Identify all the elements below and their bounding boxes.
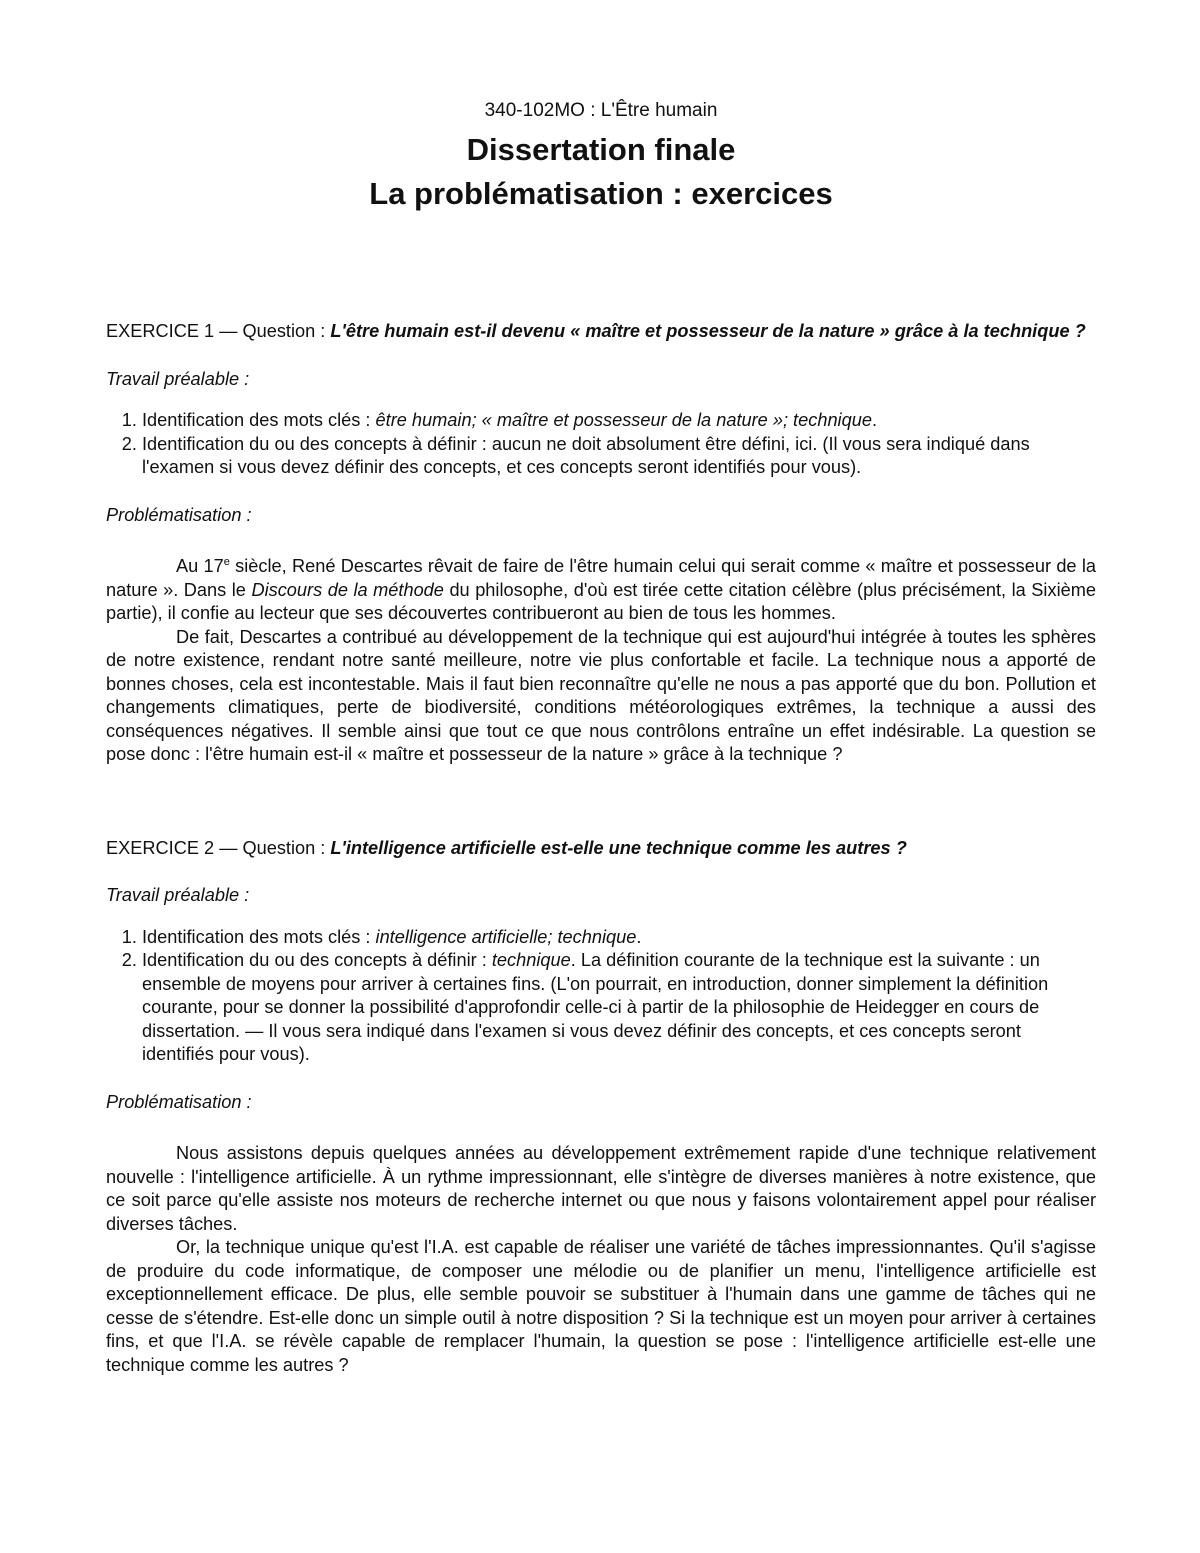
exercise-1-label: EXERCICE 1 — Question : xyxy=(106,321,331,341)
course-code: 340-102MO : L'Être humain xyxy=(484,100,718,121)
exercise-2-problematisation xyxy=(106,1142,1096,1377)
exercise-2-question-text: L'intelligence artificielle est-elle une technique comme les autres ? xyxy=(330,837,907,858)
exercise-2-label: EXERCICE 2 — Question : xyxy=(106,837,331,858)
exercise-1-prep-label: Travail préalable : xyxy=(106,368,250,389)
exercise-1-problematisation xyxy=(106,555,1096,767)
document-page xyxy=(106,100,1096,1377)
exercise-2-prep-label: Travail préalable : xyxy=(106,885,250,905)
exercise-1-question xyxy=(106,320,1096,344)
paragraph: De fait, Descartes a contribué au développement de la technique qui est aujourd'hui intégrée à toutes les sphères de notre existence, rendant notre santé meilleure, notre vie plus confortable et facile. La technique nous a apporté de bonnes choses, cela est incontestable. Mais il faut bien reconnaître qu'elle ne nous a pas apporté que du bon. Pollution et changements climatiques, perte de biodiversité, conditions météorologiques extrêmes, la technique a aussi des conséquences négatives. Il semble ainsi que tout ce que nous contrôlons entraîne un effet indésirable. La question se pose donc : l'être humain est-il « maître et possesseur de la nature » grâce à la technique ? xyxy=(106,626,1096,764)
document-header xyxy=(106,100,1096,216)
exercise-2-question xyxy=(106,837,1096,861)
list-item: 1. Identification des mots clés : intelligence artificielle; technique. xyxy=(142,926,1096,950)
exercise-1 xyxy=(106,320,1096,767)
paragraph: Nous assistons depuis quelques années au développement extrêmement rapide d'une technique relativement nouvelle : l'intelligence artificielle. À un rythme impressionnant, elle s'intègre de diverses manières à notre existence, que ce soit parce qu'elle assiste nos moteurs de recherche internet ou que nous y faisons volontairement appel pour réaliser diverses tâches. xyxy=(106,1143,1096,1234)
keywords: intelligence artificielle; technique xyxy=(375,926,637,947)
document-subtitle: La problématisation : exercices xyxy=(369,176,833,211)
exercise-1-prob-label: Problématisation : xyxy=(106,504,252,525)
paragraph: Or, la technique unique qu'est l'I.A. est capable de réaliser une variété de tâches impressionnantes. Qu'il s'agisse de produire du code informatique, de composer une mélodie ou de planifier un menu, l'intelligence artificielle est exceptionnellement efficace. De plus, elle semble pouvoir se substituer à l'humain dans une gamme de tâches qui ne cesse de s'étendre. Est-elle donc un simple outil à notre disposition ? Si la technique est un moyen pour arriver à certaines fins, et que l'I.A. se révèle capable de remplacer l'humain, la question se pose : l'intelligence artificielle est-elle une technique comme les autres ? xyxy=(106,1237,1096,1375)
exercise-2-prep-list xyxy=(106,926,1096,1067)
exercise-2-prob-label: Problématisation : xyxy=(106,1091,252,1112)
list-item: 2. Identification du ou des concepts à définir : aucun ne doit absolument être défini, ici. (Il vous sera indiqué dans l'examen si vous devez définir des concepts, et ces concepts seront identifiés pour vous). xyxy=(142,433,1096,480)
keywords: être humain; « maître et possesseur de la nature »; technique xyxy=(375,410,872,430)
list-item: 2. Identification du ou des concepts à définir : technique. La définition courante de la technique est la suivante : un ensemble de moyens pour arriver à certaines fins. (L'on pourrait, en introduction, donner simplement la définition courante, pour se donner la possibilité d'approfondir celle-ci à partir de la philosophie de Heidegger en cours de dissertation. — Il vous sera indiqué dans l'examen si vous devez définir des concepts, et ces concepts seront identifiés pour vous). xyxy=(142,949,1096,1067)
list-item: 1. Identification des mots clés : être humain; « maître et possesseur de la nature »; technique. xyxy=(142,409,1096,433)
book-title: Discours de la méthode xyxy=(251,579,444,600)
exercise-2 xyxy=(106,837,1096,1378)
concept: technique xyxy=(491,950,571,970)
document-title: Dissertation finale xyxy=(466,132,736,167)
paragraph: Au 17e siècle, René Descartes rêvait de faire de l'être humain celui qui serait comme « maître et possesseur de la nature ». Dans le Discours de la méthode du philosophe, d'où est tirée cette citation célèbre (plus précisément, la Sixième partie), il confie au lecteur que ses découvertes contribueront au bien de tous les hommes. xyxy=(106,555,1096,623)
exercise-1-prep-list xyxy=(106,409,1096,480)
exercise-1-question-text: L'être humain est-il devenu « maître et possesseur de la nature » grâce à la technique ? xyxy=(330,321,1086,341)
